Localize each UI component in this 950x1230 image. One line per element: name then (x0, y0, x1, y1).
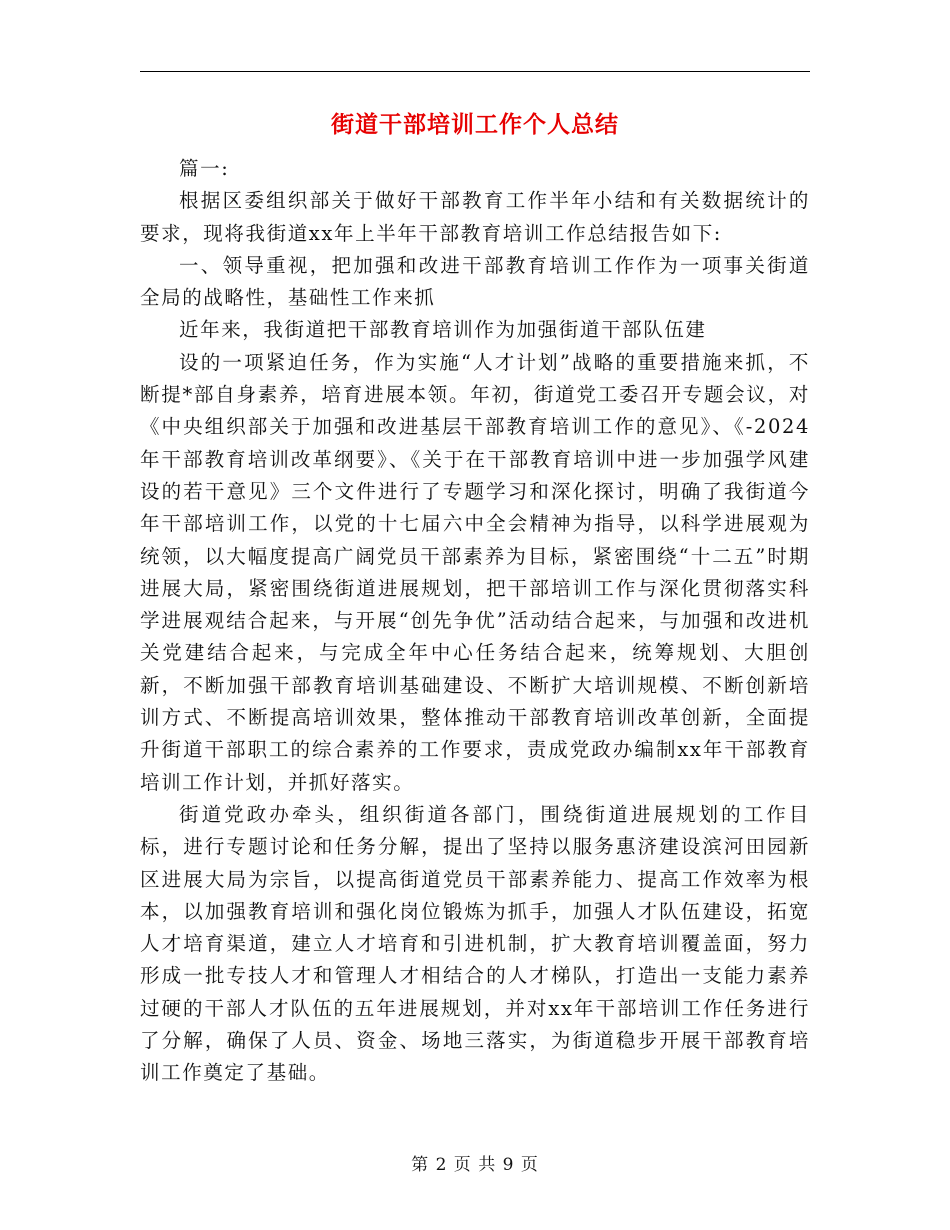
page-footer (0, 1154, 950, 1176)
document-body (140, 153, 810, 1090)
document-title: 街道干部培训工作个人总结 (331, 111, 619, 138)
page-number: 第 2 页 共 9 页 (411, 1155, 539, 1175)
body-paragraph-2: 设的一项紧迫任务，作为实施“人才计划”战略的重要措施来抓，不断提*部自身素养，培育进展本领。年初，街道党工委召开专题会议，对《中央组织部关于加强和改进基层干部教育培训工作的意见》、《-2024年干部教育培训改革纲要》、《关于在干部教育培训中进一步加强学风建设的若干意见》三个文件进行了专题学习和深化探讨，明确了我街道今年干部培训工作，以党的十七届六中全会精神为指导，以科学进展观为统领，以大幅度提高广阔党员干部素养为目标，紧密围绕“十二五”时期进展大局，紧密围绕街道进展规划，把干部培训工作与深化贯彻落实科学进展观结合起来，与开展“创先争优”活动结合起来，与加强和改进机关党建结合起来，与完成全年中心任务结合起来，统筹规划、大胆创新，不断加强干部教育培训基础建设、不断扩大培训规模、不断创新培训方式、不断提高培训效果，整体推动干部教育培训改革创新，全面提升街道干部职工的综合素养的工作要求，责成党政办编制xx年干部教育培训工作计划，并抓好落实。 (140, 350, 810, 794)
body-paragraph-3: 街道党政办牵头，组织街道各部门，围绕街道进展规划的工作目标，进行专题讨论和任务分解，提出了坚持以服务惠济建设滨河田园新区进展大局为宗旨，以提高街道党员干部素养能力、提高工作效率为根本，以加强教育培训和强化岗位锻炼为抓手，加强人才队伍建设，拓宽人才培育渠道，建立人才培育和引进机制，扩大教育培训覆盖面，努力形成一批专技人才和管理人才相结合的人才梯队，打造出一支能力素养过硬的干部人才队伍的五年进展规划，并对xx年干部培训工作任务进行了分解，确保了人员、资金、场地三落实，为街道稳步开展干部教育培训工作奠定了基础。 (140, 802, 810, 1085)
body-paragraph-1: 近年来，我街道把干部教育培训作为加强街道干部队伍建 (179, 318, 707, 342)
section-heading: 一、领导重视，把加强和改进干部教育培训工作作为一项事关街道全局的战略性，基础性工作来抓 (140, 253, 810, 310)
intro-paragraph: 根据区委组织部关于做好干部教育工作半年小结和有关数据统计的要求，现将我街道xx年上半年干部教育培训工作总结报告如下: (140, 189, 810, 245)
section-label: 篇一: (179, 157, 230, 180)
header-rule (140, 71, 810, 72)
